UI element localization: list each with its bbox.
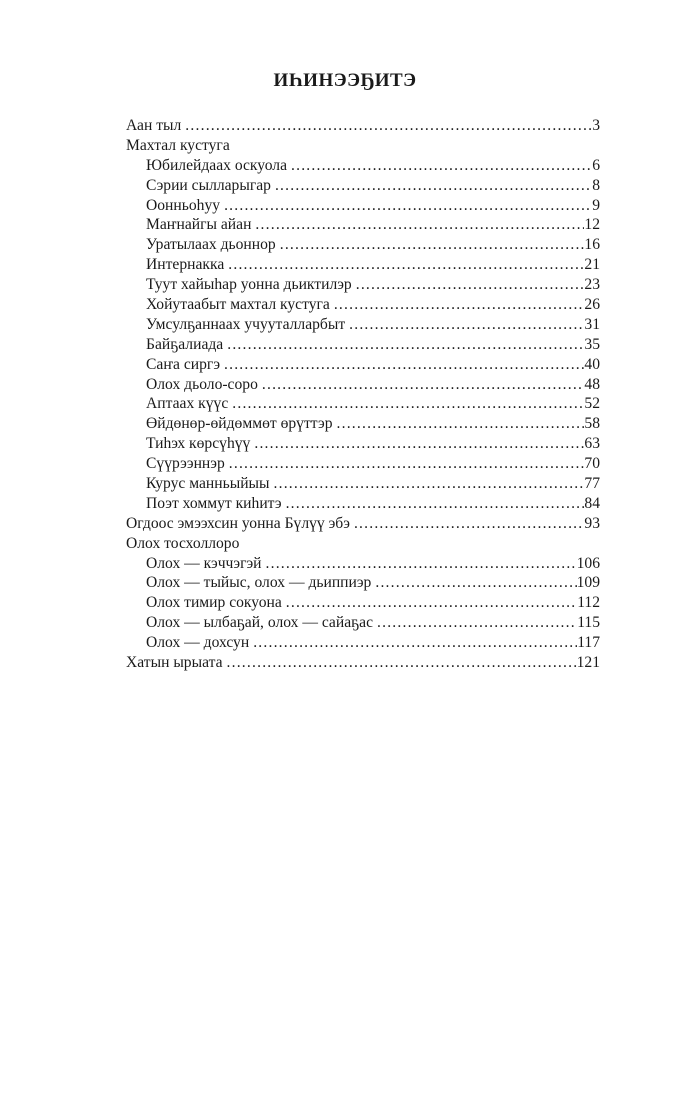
toc-entry [126,355,600,375]
toc-entry [126,573,600,593]
toc-entry-page: 6 [592,156,600,174]
toc-entry [126,454,600,474]
toc-entry [126,335,600,355]
toc-entry-page: 109 [576,574,600,592]
toc-entry [126,215,600,235]
dot-leader [337,414,585,434]
toc-entry-title: Өйдөнөр-өйдөммөт өрүттэр [146,415,333,433]
toc-entry [126,136,600,156]
toc-entry-page: 21 [584,256,600,274]
dot-leader [224,196,592,216]
toc-entry [126,534,600,554]
toc-entry-title: Сэрии сылларыгар [146,176,271,194]
toc-entry [126,295,600,315]
dot-leader [280,235,585,255]
dot-leader [291,156,592,176]
toc-entry-title: Интернакка [146,256,225,274]
toc-entry-page: 23 [584,276,600,294]
toc-entry-title: Туут хайыһар уонна дьиктилэр [146,276,352,294]
dot-leader [377,613,577,633]
toc-entry [126,176,600,196]
dot-leader [255,215,584,235]
toc-entry [126,554,600,574]
toc-entry [126,235,600,255]
toc-entry-page: 115 [577,614,600,632]
toc-entry-title: Курус манньыйыы [146,475,270,493]
toc-entry-page: 9 [592,196,600,214]
dot-leader [375,573,576,593]
toc-entry [126,653,600,673]
toc-entry-page: 112 [577,594,600,612]
toc-entry-title: Огдоос эмээхсин уонна Бүлүү эбэ [126,514,350,532]
toc-entry-title: Олох — тыйыс, олох — дьиппиэр [146,574,372,592]
dot-leader [254,434,584,454]
table-of-contents [126,116,600,673]
toc-entry-title: Саҥа сиргэ [146,355,221,373]
toc-entry-page: 117 [577,634,600,652]
toc-entry-title: Олох — кэччэгэй [146,554,262,572]
toc-entry [126,514,600,534]
toc-entry-page: 48 [584,375,600,393]
toc-entry-title: Уратылаах дьоннор [146,236,276,254]
toc-entry [126,494,600,514]
toc-entry [126,275,600,295]
dot-leader [253,633,577,653]
toc-entry [126,315,600,335]
toc-entry [126,255,600,275]
toc-entry [126,394,600,414]
toc-entry-title: Махтал кустуга [126,136,230,154]
dot-leader [356,275,585,295]
toc-entry-title: Олох — ылбаҕай, олох — сайаҕас [146,614,373,632]
dot-leader [266,554,577,574]
toc-entry [126,375,600,395]
toc-entry-page: 63 [584,435,600,453]
dot-leader [185,116,592,136]
page-title: ИҺИНЭЭҔИТЭ [273,70,417,91]
toc-entry-page: 35 [584,335,600,353]
dot-leader [229,454,585,474]
toc-entry-page: 58 [584,415,600,433]
toc-entry-title: Юбилейдаах оскуола [146,156,287,174]
toc-entry-title: Поэт хоммут киһитэ [146,494,282,512]
toc-entry [126,156,600,176]
dot-leader [275,176,592,196]
toc-entry [126,196,600,216]
toc-entry-page: 70 [584,455,600,473]
dot-leader [274,474,585,494]
toc-entry-page: 121 [576,654,600,672]
toc-entry [126,116,600,136]
toc-entry-page: 40 [584,355,600,373]
toc-entry-page: 31 [584,315,600,333]
toc-entry-page: 52 [584,395,600,413]
dot-leader [227,653,577,673]
toc-entry-page: 93 [584,514,600,532]
toc-entry-title: Сүүрээннэр [146,455,225,473]
toc-entry-title: Олох тосхоллоро [126,534,240,552]
dot-leader [232,394,584,414]
toc-entry-title: Аан тыл [126,117,182,134]
toc-entry-title: Байҕалиада [146,335,224,353]
toc-entry-title: Маҥнайгы айан [146,216,252,234]
toc-entry-page: 26 [584,296,600,314]
toc-entry-page: 16 [584,236,600,254]
toc-entry-page: 106 [576,554,600,572]
toc-entry-page: 12 [584,216,600,234]
toc-entry-title: Оонньоһуу [146,196,221,214]
dot-leader [286,494,585,514]
toc-entry-title: Хойутаабыт махтал кустуга [146,296,330,314]
toc-entry [126,593,600,613]
toc-entry [126,474,600,494]
toc-entry-title: Олох дьоло-соро [146,375,258,393]
dot-leader [334,295,585,315]
toc-entry-title: Умсулҕаннаах учууталларбыт [146,315,346,333]
dot-leader [354,514,584,534]
dot-leader [228,255,584,275]
toc-entry-title: Хатын ырыата [126,654,223,672]
dot-leader [349,315,584,335]
toc-entry [126,434,600,454]
toc-entry [126,414,600,434]
toc-entry-page: 84 [584,494,600,512]
toc-entry-page: 77 [584,475,600,493]
toc-entry [126,613,600,633]
toc-entry [126,633,600,653]
toc-entry-title: Олох тимир сокуона [146,594,282,612]
toc-entry-title: Олох — дохсун [146,634,250,652]
dot-leader [262,375,585,395]
dot-leader [286,593,577,613]
dot-leader [227,335,584,355]
dot-leader [224,355,584,375]
toc-entry-page: 3 [592,117,600,134]
toc-entry-title: Тиһэх көрсүһүү [146,435,251,453]
toc-entry-title: Аптаах күүс [146,395,229,413]
toc-entry-page: 8 [592,176,600,194]
